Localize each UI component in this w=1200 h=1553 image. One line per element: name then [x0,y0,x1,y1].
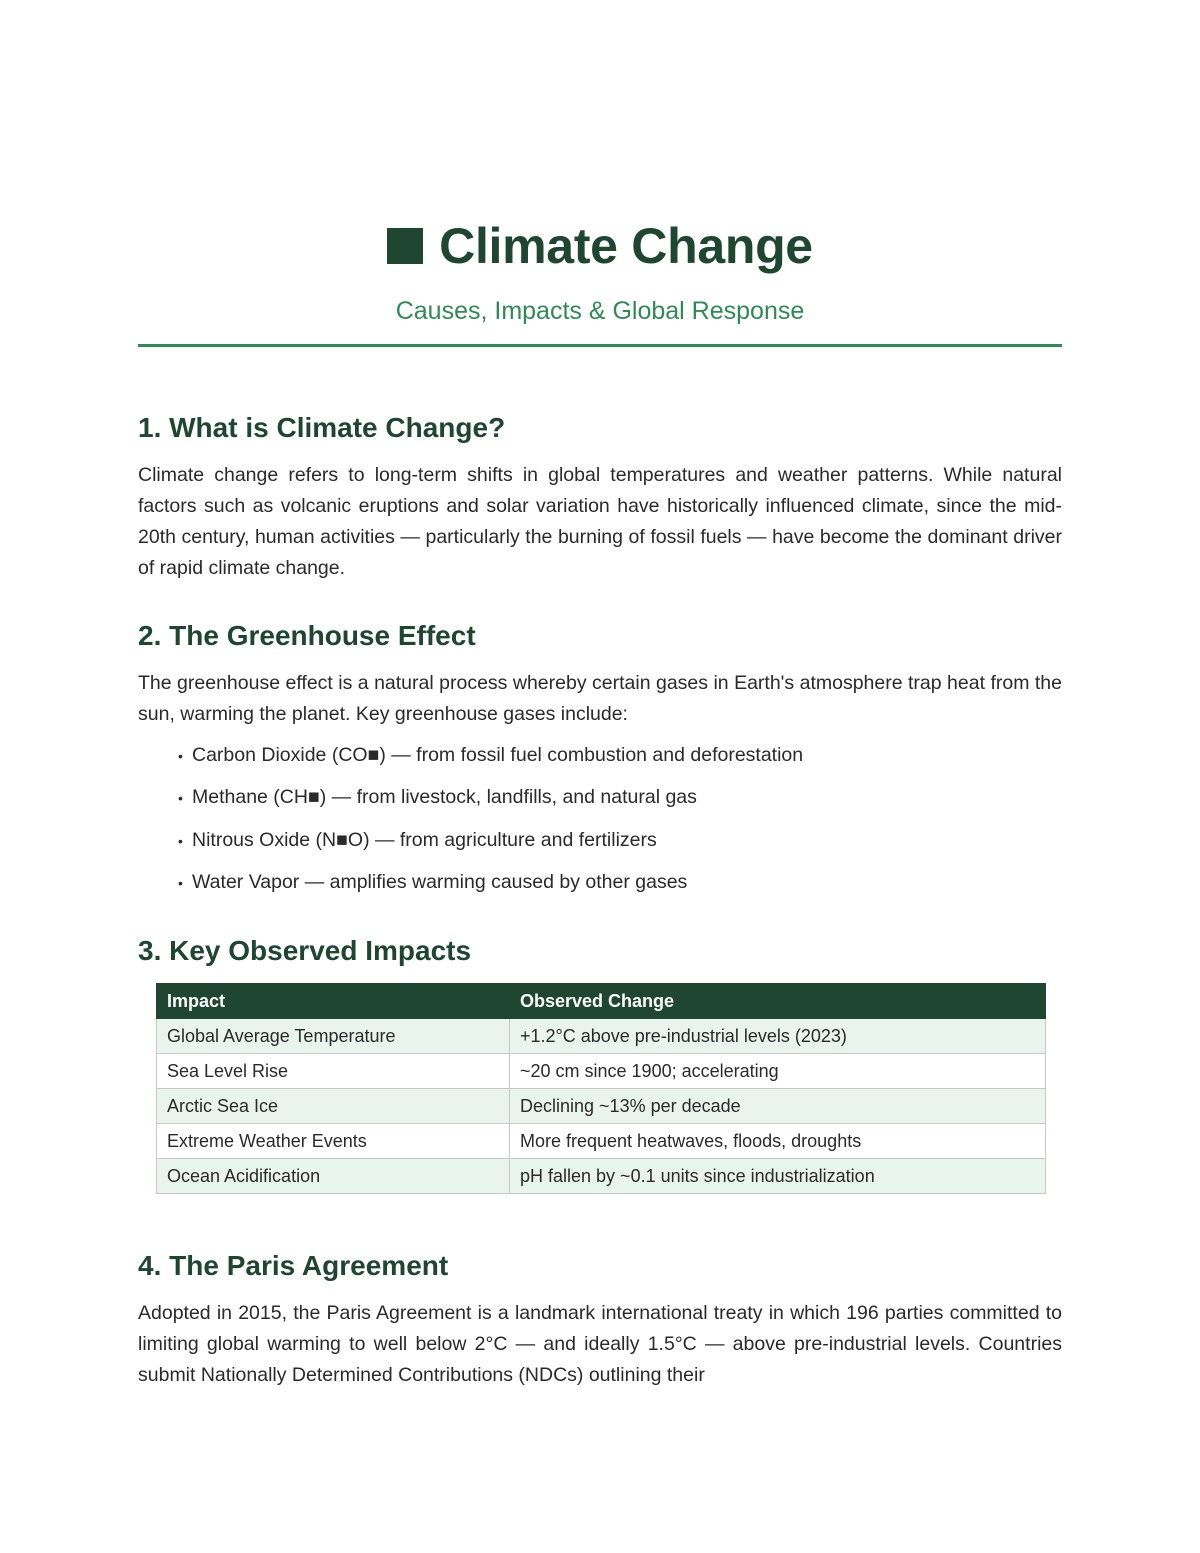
table-cell: Arctic Sea Ice [157,1089,510,1124]
section-body: The greenhouse effect is a natural process whereby certain gases in Earth's atmosphere trap heat from the sun, warming the planet. Key greenhouse gases include: [138,672,1062,725]
document-title-text: Climate Change [439,218,813,274]
section-heading: 3. Key Observed Impacts [138,935,472,966]
table-row [157,1124,1046,1159]
table-cell: +1.2°C above pre-industrial levels (2023) [510,1019,1046,1054]
table-row [157,1159,1046,1194]
table-row [157,1054,1046,1089]
section-heading: 2. The Greenhouse Effect [138,620,476,651]
table-row [157,1019,1046,1054]
table-header-cell: Impact [157,984,510,1019]
table-cell: pH fallen by ~0.1 units since industrialization [510,1159,1046,1194]
table-cell: More frequent heatwaves, floods, droughts [510,1124,1046,1159]
section-body: Adopted in 2015, the Paris Agreement is a landmark international treaty in which 196 parties committed to limiting global warming to well below 2°C — and ideally 1.5°C — above pre-industrial levels. Countries submit Nationally Determined Contributions (NDCs) outlining their [138,1302,1062,1386]
table-cell: Sea Level Rise [157,1054,510,1089]
bullet-icon: • [178,748,183,764]
title-divider [138,344,1062,347]
list-item: • Nitrous Oxide (N■O) — from agriculture and fertilizers [178,820,1062,862]
document-title [138,214,1062,278]
table-row [157,1089,1046,1124]
bullet-icon: • [178,874,183,891]
table-header-row [157,984,1046,1019]
bullet-icon: • [178,832,183,849]
table-cell: Declining ~13% per decade [510,1089,1046,1124]
table-cell: Extreme Weather Events [157,1124,510,1159]
square-icon [387,228,423,264]
section-heading: 1. What is Climate Change? [138,412,506,443]
table-cell: Global Average Temperature [157,1019,510,1054]
section-paris-agreement [138,1249,1062,1391]
title-block [138,214,1062,326]
section-body: Climate change refers to long-term shifts in global temperatures and weather patterns. While natural factors such as volcanic eruptions and solar variation have historically influenced climate, since the mid-20th century, human activities — particularly the burning of fossil fuels — have become the dominant driver of rapid climate change. [138,464,1062,579]
section-key-observed-impacts [138,934,1062,968]
section-greenhouse-effect [138,619,1062,904]
list-item: • Water Vapor — amplifies warming caused by other gases [178,862,1062,904]
list-item: • Carbon Dioxide (CO■) — from fossil fuel combustion and deforestation [178,735,1062,777]
section-what-is-climate-change [138,411,1062,584]
bullet-icon: • [178,790,183,807]
document-subtitle: Causes, Impacts & Global Response [395,297,805,325]
section-heading: 4. The Paris Agreement [138,1250,449,1281]
table-cell: Ocean Acidification [157,1159,510,1194]
list-item: • Methane (CH■) — from livestock, landfills, and natural gas [178,777,1062,819]
table-cell: ~20 cm since 1900; accelerating [510,1054,1046,1089]
greenhouse-gas-list [138,735,1062,904]
table-header-cell: Observed Change [510,984,1046,1019]
impacts-table [156,983,1046,1194]
